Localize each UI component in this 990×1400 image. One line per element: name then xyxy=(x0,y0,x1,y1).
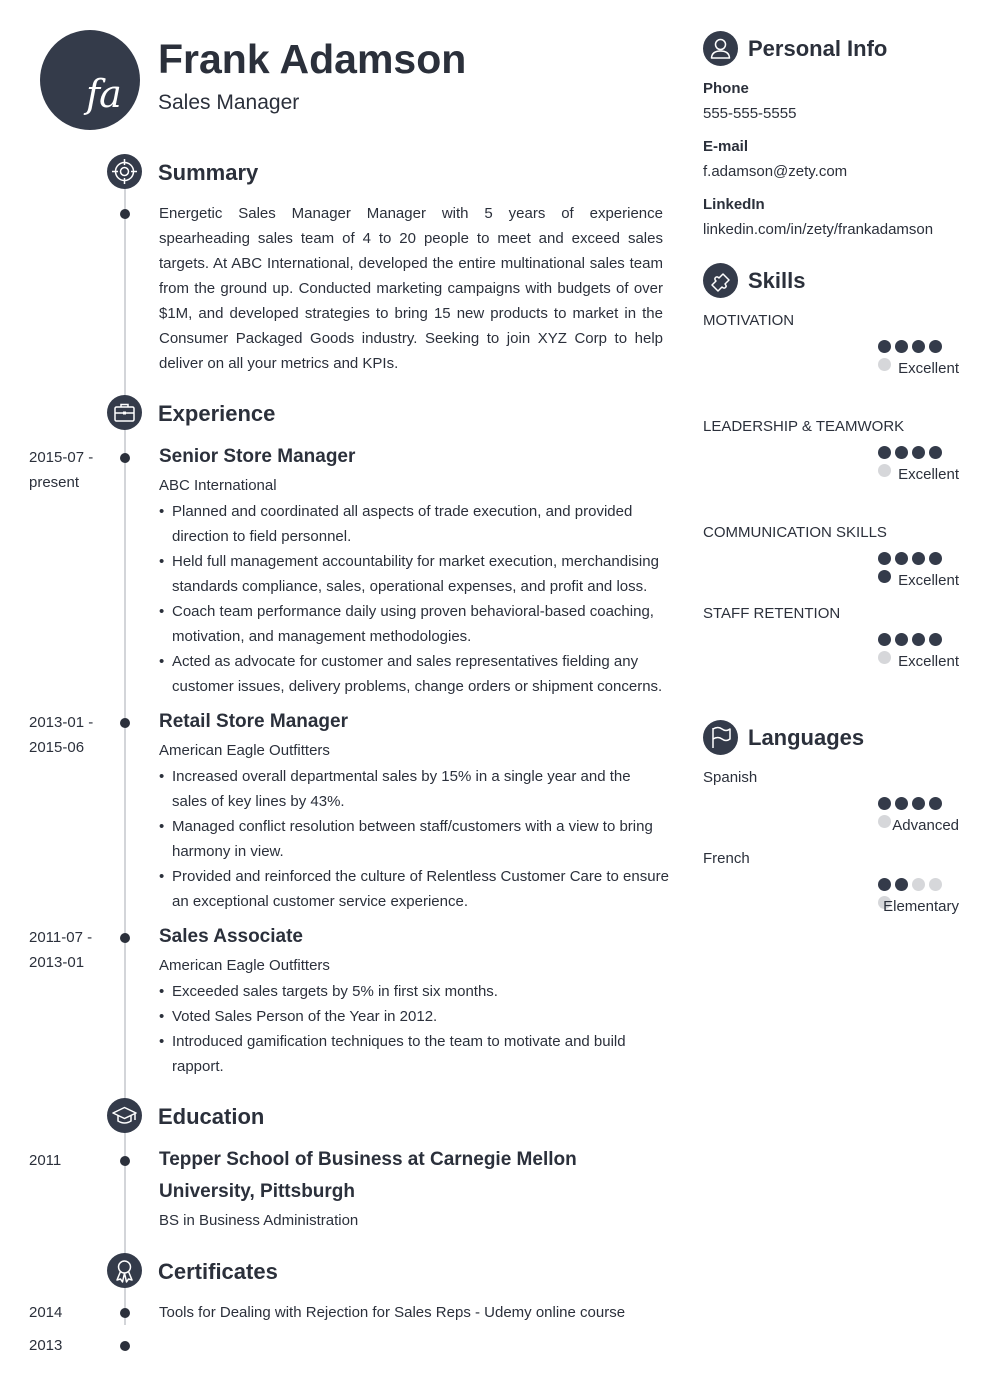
linkedin-label: LinkedIn xyxy=(703,196,765,213)
job-title: Sales Associate xyxy=(159,926,303,947)
bullet-item: • Exceeded sales targets by 5% in first six months. xyxy=(159,979,669,1004)
bullet-item: • Acted as advocate for customer and sales representatives fielding any customer issues, delivery problems, change orders or shipment concerns. xyxy=(159,649,669,699)
rating-dot-filled xyxy=(878,340,891,353)
job-company: ABC International xyxy=(159,477,277,494)
skill-rating xyxy=(878,633,960,647)
briefcase-icon xyxy=(107,395,142,430)
certificate-date: 2013 xyxy=(29,1337,63,1354)
school-name-line1: Tepper School of Business at Carnegie Mellon xyxy=(159,1149,577,1170)
rating-dot-filled xyxy=(878,570,891,583)
timeline-dot xyxy=(120,933,130,943)
graduation-cap-icon xyxy=(107,1098,142,1133)
flag-icon xyxy=(703,720,738,755)
rating-dot-filled xyxy=(878,552,891,565)
rating-dot-filled xyxy=(929,340,942,353)
job-bullets xyxy=(159,979,669,1079)
language-rating xyxy=(878,878,960,892)
rating-dot-filled xyxy=(929,552,942,565)
rating-dot-filled xyxy=(912,797,925,810)
timeline-dot xyxy=(120,1156,130,1166)
rating-dot-filled xyxy=(895,552,908,565)
skill-level: Excellent xyxy=(898,466,959,483)
skill-rating xyxy=(878,446,960,460)
award-ribbon-icon xyxy=(107,1253,142,1288)
skill-rating xyxy=(878,552,960,566)
certificates-heading: Certificates xyxy=(158,1259,278,1284)
language-name: French xyxy=(703,850,750,867)
rating-dot-empty xyxy=(878,464,891,477)
rating-dot-filled xyxy=(895,878,908,891)
candidate-role: Sales Manager xyxy=(158,91,300,114)
timeline-dot xyxy=(120,209,130,219)
rating-dot-filled xyxy=(929,797,942,810)
skill-level: Excellent xyxy=(898,572,959,589)
job-bullets xyxy=(159,764,669,914)
rating-dot-empty xyxy=(878,358,891,371)
rating-dot-filled xyxy=(895,446,908,459)
job-date-end: 2015-06 xyxy=(29,739,85,756)
job-date xyxy=(29,445,109,495)
summary-heading: Summary xyxy=(158,160,259,185)
timeline-dot xyxy=(120,718,130,728)
job-date-start: 2011-07 - xyxy=(29,929,93,946)
rating-dot-filled xyxy=(912,633,925,646)
rating-dot-filled xyxy=(878,797,891,810)
job-date xyxy=(29,710,109,760)
target-icon xyxy=(107,154,142,189)
skill-name: MOTIVATION xyxy=(703,312,795,329)
rating-dot-filled xyxy=(895,797,908,810)
puzzle-icon xyxy=(703,263,738,298)
linkedin-value: linkedin.com/in/zety/frankadamson xyxy=(703,221,934,238)
rating-dot-empty xyxy=(929,878,942,891)
education-heading: Education xyxy=(158,1104,265,1129)
timeline-line xyxy=(124,188,126,1325)
email-value: f.adamson@zety.com xyxy=(703,163,848,180)
skill-name: LEADERSHIP & TEAMWORK xyxy=(703,418,905,435)
rating-dot-empty xyxy=(912,878,925,891)
rating-dot-filled xyxy=(895,633,908,646)
candidate-name: Frank Adamson xyxy=(158,36,467,82)
language-name: Spanish xyxy=(703,769,758,786)
job-title: Senior Store Manager xyxy=(159,446,356,467)
bullet-item: • Held full management accountability for market execution, merchandising standards compliance, sales, operational expenses, and profit and loss. xyxy=(159,549,669,599)
bullet-item: • Managed conflict resolution between staff/customers with a view to bring harmony in view. xyxy=(159,814,669,864)
timeline-dot xyxy=(120,453,130,463)
job-date-end: present xyxy=(29,474,80,491)
certificate-date: 2014 xyxy=(29,1304,63,1321)
job-title: Retail Store Manager xyxy=(159,711,348,732)
skill-name: STAFF RETENTION xyxy=(703,605,841,622)
bullet-item: • Provided and reinforced the culture of Relentless Customer Care to ensure an exceptional customer service experience. xyxy=(159,864,669,914)
rating-dot-filled xyxy=(878,446,891,459)
certificate-text: Tools for Dealing with Rejection for Sales Reps - Udemy online course xyxy=(159,1304,626,1321)
job-date-start: 2013-01 - xyxy=(29,714,94,731)
monogram-initials: fa xyxy=(86,72,121,116)
job-company: American Eagle Outfitters xyxy=(159,742,330,759)
user-icon xyxy=(703,31,738,66)
language-level: Advanced xyxy=(892,817,959,834)
languages-heading: Languages xyxy=(748,725,865,750)
email-label: E-mail xyxy=(703,138,749,155)
rating-dot-filled xyxy=(929,446,942,459)
bullet-item: • Planned and coordinated all aspects of trade execution, and provided direction to field personnel. xyxy=(159,499,669,549)
job-date xyxy=(29,925,109,975)
personal-info-heading: Personal Info xyxy=(748,36,888,61)
phone-label: Phone xyxy=(703,80,749,97)
timeline-dot xyxy=(120,1341,130,1351)
phone-value: 555-555-5555 xyxy=(703,105,797,122)
job-company: American Eagle Outfitters xyxy=(159,957,330,974)
bullet-item: • Coach team performance daily using proven behavioral-based coaching, motivation, and management methodologies. xyxy=(159,599,669,649)
rating-dot-empty xyxy=(878,815,891,828)
summary-text: Energetic Sales Manager Manager with 5 years of experience spearheading sales team of 4 to 20 people to meet and exceed sales targets. At ABC International, developed the entire multinational sales team from the ground up. Conducted marketing campaigns with budgets of over $1M, and developed strategies to bring 15 new products to market in the Consumer Packaged Goods industry. Seeking to join XYZ Corp to help deliver on all your metrics and KPIs. xyxy=(159,205,663,372)
timeline-dot xyxy=(120,1308,130,1318)
rating-dot-filled xyxy=(878,878,891,891)
rating-dot-filled xyxy=(895,340,908,353)
school-name-line2: University, Pittsburgh xyxy=(159,1181,356,1202)
skill-level: Excellent xyxy=(898,360,959,377)
rating-dot-filled xyxy=(912,552,925,565)
monogram-avatar xyxy=(40,30,140,130)
experience-heading: Experience xyxy=(158,401,276,426)
skill-name: COMMUNICATION SKILLS xyxy=(703,524,887,541)
rating-dot-filled xyxy=(912,446,925,459)
language-rating xyxy=(878,797,960,811)
language-level: Elementary xyxy=(883,898,959,915)
rating-dot-filled xyxy=(878,633,891,646)
job-bullets xyxy=(159,499,669,699)
skills-heading: Skills xyxy=(748,268,806,293)
rating-dot-filled xyxy=(912,340,925,353)
skill-level: Excellent xyxy=(898,653,959,670)
bullet-item: • Introduced gamification techniques to the team to motivate and build rapport. xyxy=(159,1029,669,1079)
degree: BS in Business Administration xyxy=(159,1212,359,1229)
job-date-end: 2013-01 xyxy=(29,954,85,971)
education-date: 2011 xyxy=(29,1152,62,1169)
skill-rating xyxy=(878,340,960,354)
bullet-item: • Voted Sales Person of the Year in 2012. xyxy=(159,1004,669,1029)
job-date-start: 2015-07 - xyxy=(29,449,94,466)
rating-dot-empty xyxy=(878,651,891,664)
bullet-item: • Increased overall departmental sales by 15% in a single year and the sales of key lines by 43%. xyxy=(159,764,669,814)
rating-dot-filled xyxy=(929,633,942,646)
